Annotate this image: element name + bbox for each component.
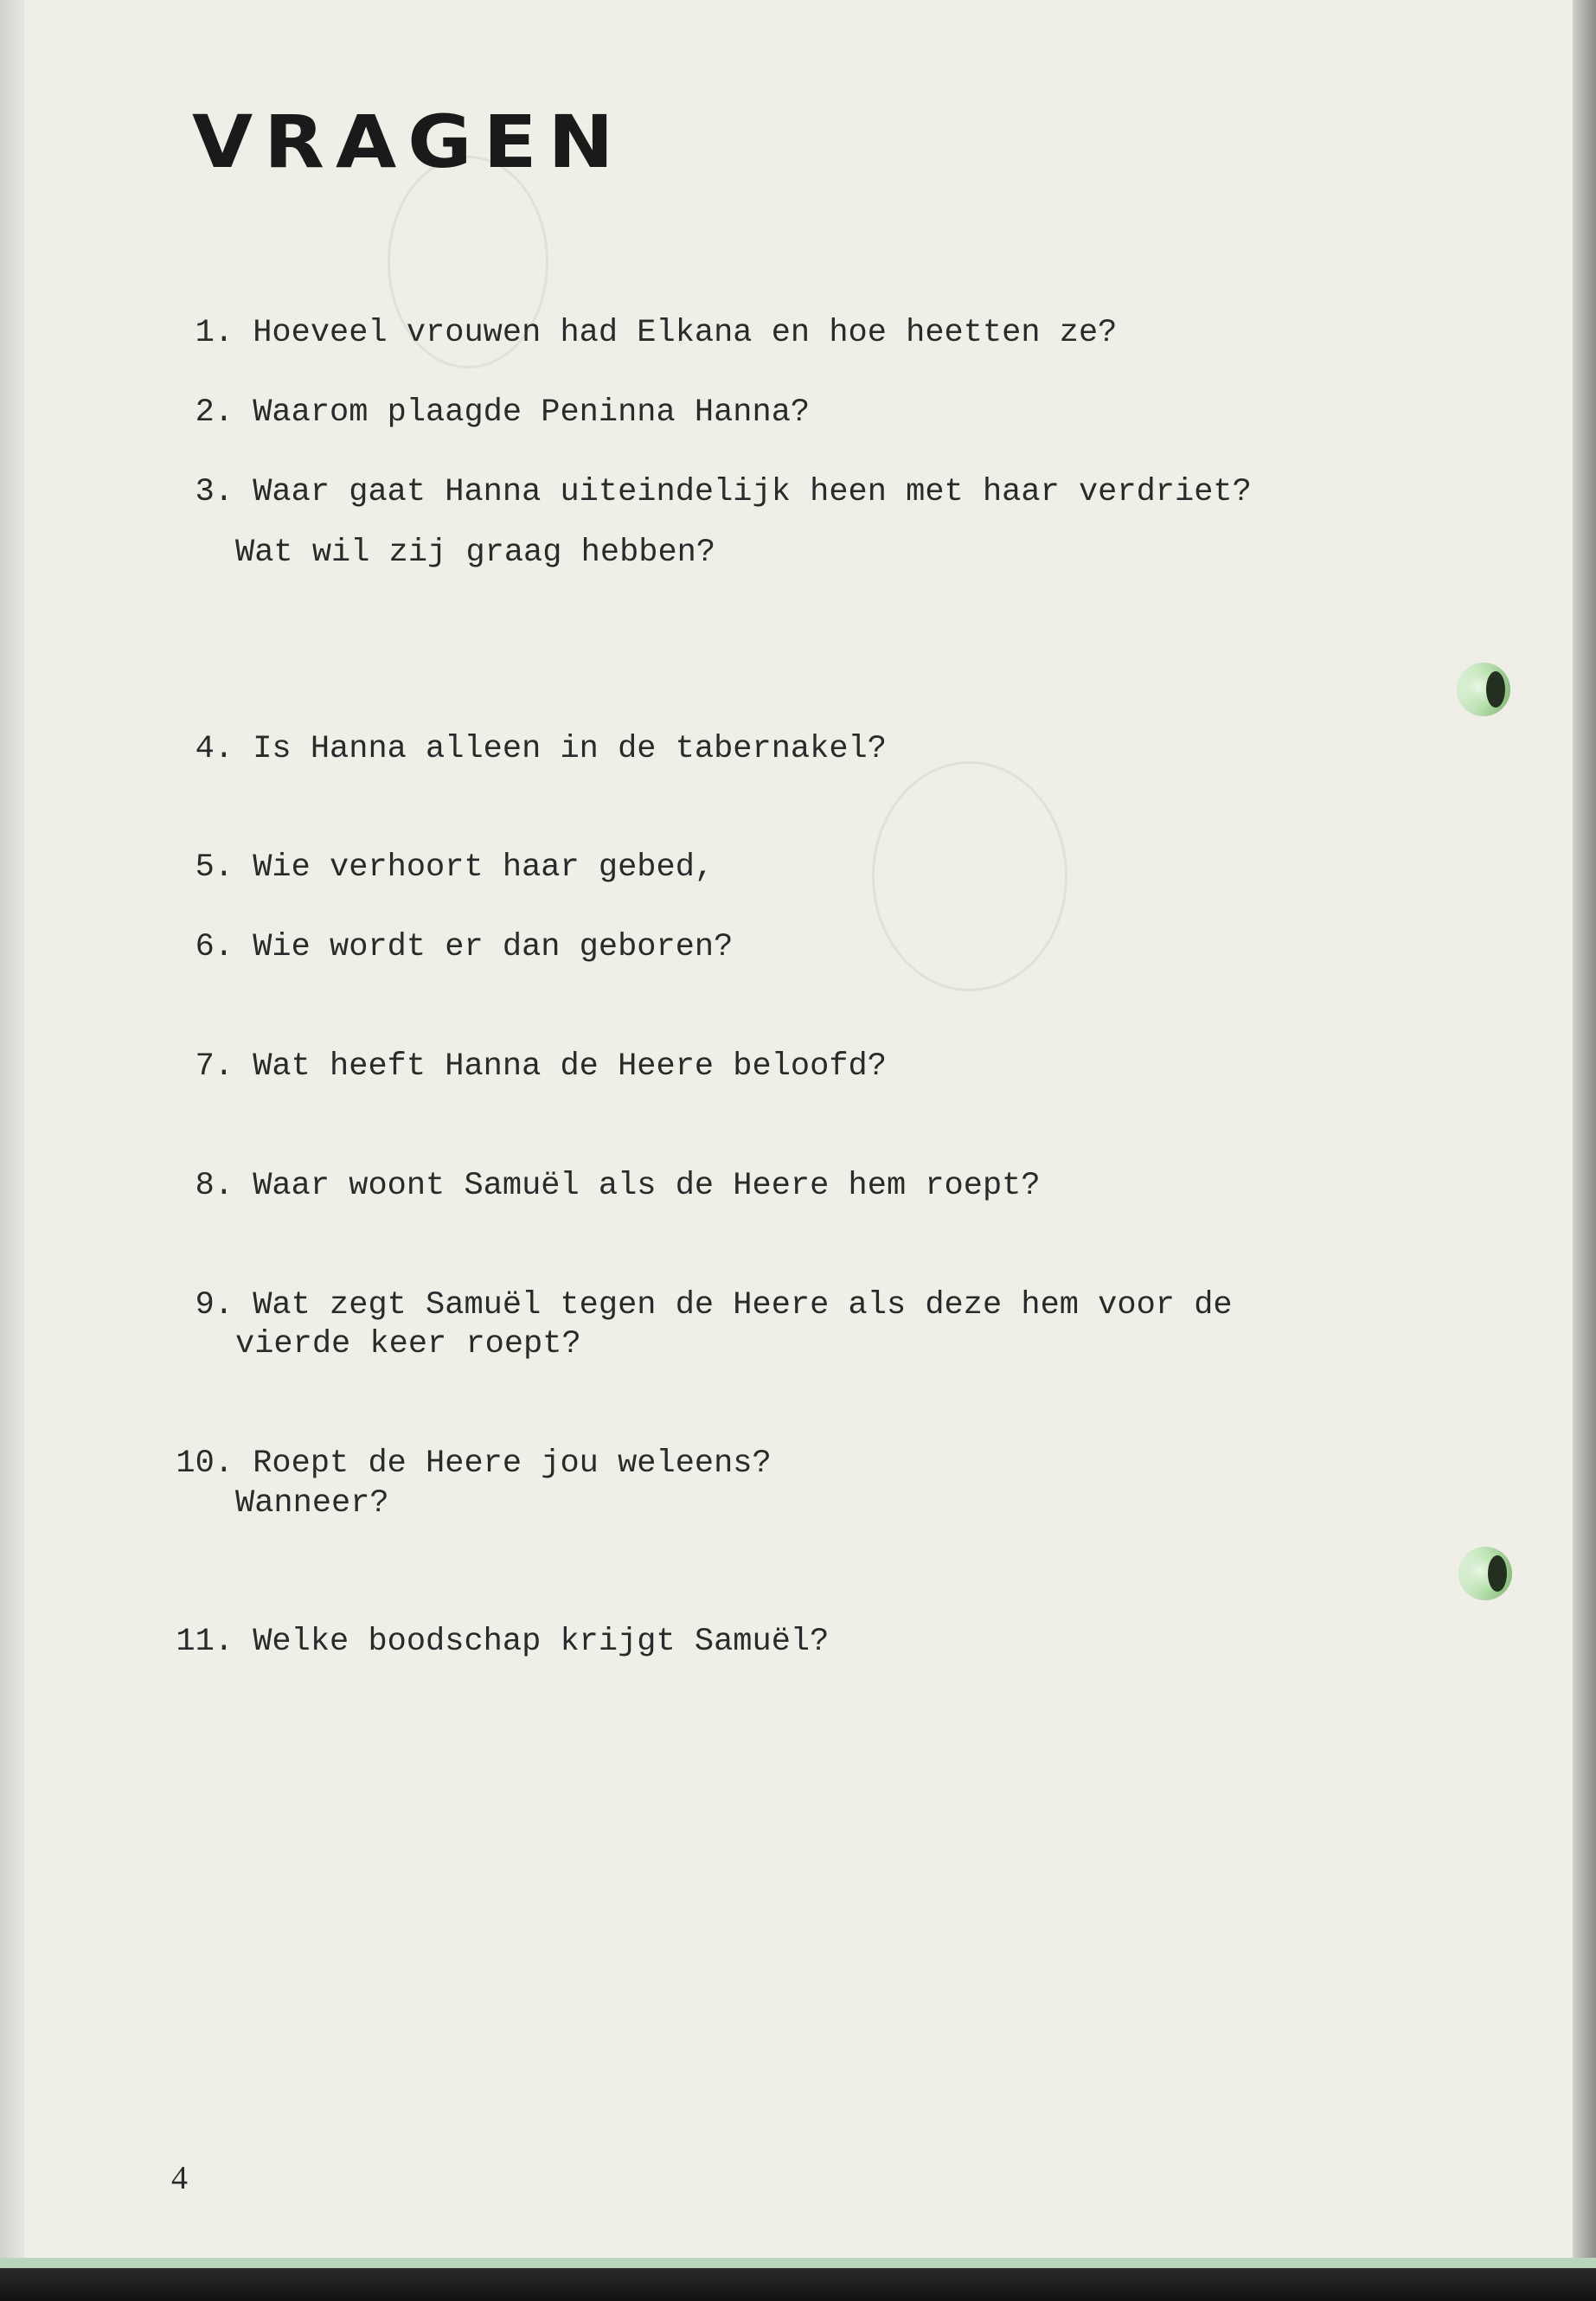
question-number: 7. xyxy=(195,1048,234,1085)
question-number: 3. xyxy=(195,474,234,510)
question-text: Waar woont Samuël als de Heere hem roept? xyxy=(253,1168,1041,1204)
question-text: Wat heeft Hanna de Heere beloofd? xyxy=(253,1048,887,1085)
page-title: VRAGEN xyxy=(192,99,625,184)
question-number: 4. xyxy=(195,731,234,767)
question-11 xyxy=(151,1622,829,1662)
question-number: 5. xyxy=(195,849,234,886)
question-2 xyxy=(151,393,810,433)
question-5 xyxy=(151,848,714,888)
question-4 xyxy=(151,729,887,769)
question-number: 2. xyxy=(195,394,234,431)
binder-hole-icon xyxy=(1458,1547,1512,1600)
question-1 xyxy=(151,313,1117,353)
question-text: Wie wordt er dan geboren? xyxy=(253,929,734,965)
question-10 xyxy=(151,1444,772,1484)
bleed-through-shape xyxy=(872,761,1067,991)
question-9-continuation: vierde keer roept? xyxy=(235,1326,581,1362)
binder-hole-icon xyxy=(1457,663,1510,716)
question-number: 11. xyxy=(176,1624,234,1660)
question-number: 8. xyxy=(195,1168,234,1204)
question-number: 10. xyxy=(176,1445,234,1482)
question-text: Welke boodschap krijgt Samuël? xyxy=(253,1624,830,1660)
question-text: Waar gaat Hanna uiteindelijk heen met haar verdriet? xyxy=(253,474,1252,510)
question-number: 9. xyxy=(195,1287,234,1324)
question-text: Is Hanna alleen in de tabernakel? xyxy=(253,731,887,767)
question-9 xyxy=(151,1285,1233,1325)
page-left-edge xyxy=(0,0,24,2301)
question-3-continuation: Wat wil zij graag hebben? xyxy=(235,535,716,571)
question-number: 6. xyxy=(195,929,234,965)
page-right-edge xyxy=(1573,0,1596,2301)
question-3 xyxy=(151,472,1252,512)
question-text: Wat zegt Samuël tegen de Heere als deze hem voor de xyxy=(253,1287,1233,1324)
question-10-continuation: Wanneer? xyxy=(235,1485,389,1522)
question-number: 1. xyxy=(195,315,234,351)
scan-bottom-edge xyxy=(0,2258,1596,2301)
question-7 xyxy=(151,1047,887,1086)
question-text: Wie verhoort haar gebed, xyxy=(253,849,715,886)
question-text: Roept de Heere jou weleens? xyxy=(253,1445,772,1482)
question-8 xyxy=(151,1166,1041,1206)
question-6 xyxy=(151,927,733,967)
question-text: Waarom plaagde Peninna Hanna? xyxy=(253,394,811,431)
page-number: 4 xyxy=(171,2160,188,2196)
question-text: Hoeveel vrouwen had Elkana en hoe heetten ze? xyxy=(253,315,1118,351)
